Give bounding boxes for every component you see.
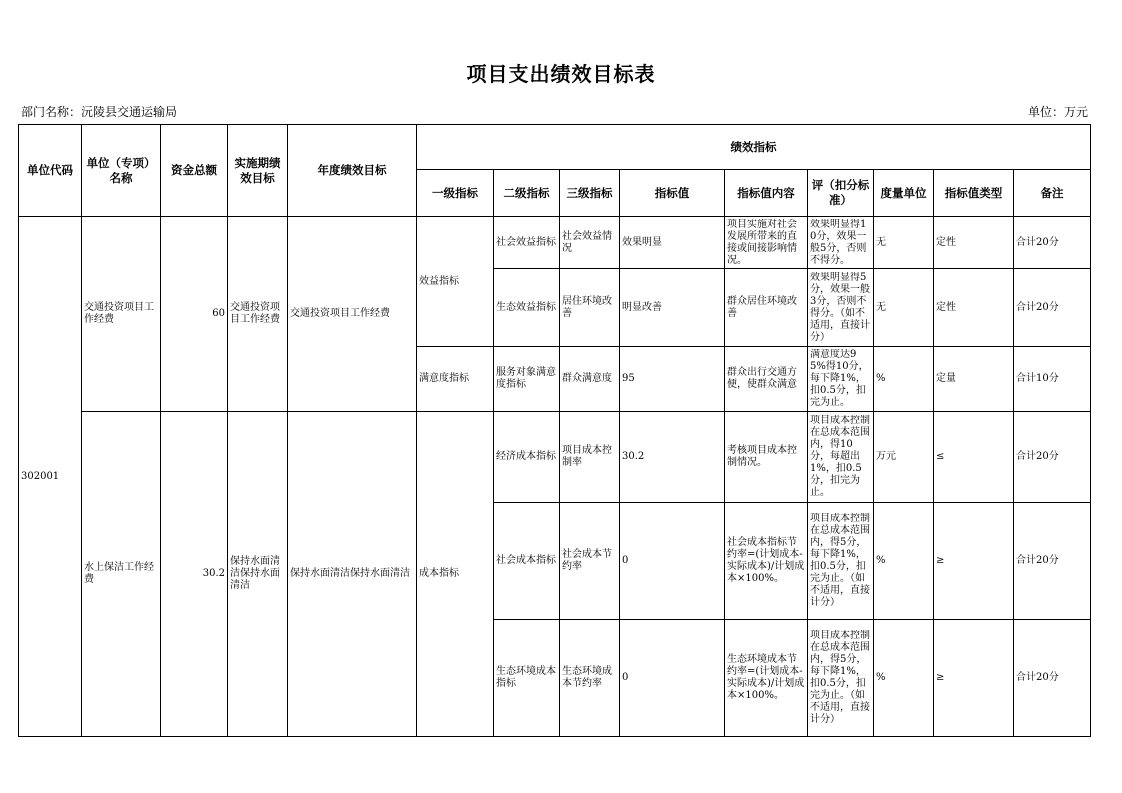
type-cell: 定性 [934, 269, 1014, 347]
level2-cell: 社会效益指标 [494, 217, 560, 269]
content-cell: 社会成本指标节约率=(计划成本-实际成本)/计划成本×100%。 [725, 503, 808, 620]
content-cell: 群众出行交通方便，使群众满意 [725, 347, 808, 412]
unit-cell: % [874, 620, 934, 737]
level1-cell: 效益指标 [417, 217, 494, 347]
content-cell: 生态环境成本节约率=(计划成本-实际成本)/计划成本×100%。 [725, 620, 808, 737]
header-funds-total: 资金总额 [161, 125, 228, 217]
department-name: 部门名称：沅陵县交通运输局 [21, 105, 178, 119]
remark-cell: 合计20分 [1014, 217, 1091, 269]
remark-cell: 合计20分 [1014, 269, 1091, 347]
remark-cell: 合计20分 [1014, 412, 1091, 503]
level3-cell: 群众满意度 [560, 347, 620, 412]
level2-cell: 服务对象满意度指标 [494, 347, 560, 412]
value-cell: 95 [620, 347, 725, 412]
performance-table [18, 124, 1091, 737]
project-annual-target: 交通投资项目工作经费 [288, 217, 417, 412]
level3-cell: 社会效益情况 [560, 217, 620, 269]
content-text: 项目实施对社会发展所带来的直接或间接影响情况。 [727, 218, 797, 266]
type-cell: 定性 [934, 217, 1014, 269]
remark-cell: 合计20分 [1014, 620, 1091, 737]
level2-cell: 社会成本指标 [494, 503, 560, 620]
unit-cell: 万元 [874, 412, 934, 503]
score-text: 效果明显得10分，效果一般5分，否则不得分。 [810, 218, 867, 266]
header-value-content: 指标值内容 [725, 170, 808, 217]
score-cell [808, 217, 874, 269]
score-cell [808, 503, 874, 620]
level3-cell: 生态环境成本节约率 [560, 620, 620, 737]
header-unit-code: 单位代码 [19, 125, 82, 217]
unit-code-cell: 302001 [19, 217, 82, 737]
remark-cell: 合计20分 [1014, 503, 1091, 620]
header-measure-unit: 度量单位 [874, 170, 934, 217]
score-text: 项目成本控制在总成本范围内，得5分，每下降1%，扣0.5分，扣完为止。（如不适用，直接计分） [810, 630, 870, 725]
value-cell: 30.2 [620, 412, 725, 503]
page-title: 项目支出绩效目标表 [466, 62, 656, 86]
project-name: 水上保洁工作经费 [82, 412, 161, 737]
value-cell: 明显改善 [620, 269, 725, 347]
type-cell: ≤ [934, 412, 1014, 503]
header-perf-indicator: 绩效指标 [417, 125, 1091, 170]
level3-cell: 社会成本节约率 [560, 503, 620, 620]
content-cell [725, 217, 808, 269]
header-annual-target: 年度绩效目标 [288, 125, 417, 217]
level1-cell: 满意度指标 [417, 347, 494, 412]
project-name: 交通投资项目工作经费 [82, 217, 161, 412]
project-impl-target: 交通投资项目工作经费 [228, 217, 288, 412]
header-score: 评（扣分标准） [808, 170, 874, 217]
type-cell: 定量 [934, 347, 1014, 412]
header-level2: 二级指标 [494, 170, 560, 217]
level2-cell: 生态环境成本指标 [494, 620, 560, 737]
score-cell [808, 620, 874, 737]
unit-cell: % [874, 503, 934, 620]
header-impl-target: 实施期绩效目标 [228, 125, 288, 217]
header-value: 指标值 [620, 170, 725, 217]
unit-cell: 无 [874, 217, 934, 269]
score-cell [808, 412, 874, 503]
type-cell: ≥ [934, 503, 1014, 620]
project-annual-target: 保持水面清洁保持水面清洁 [288, 412, 417, 737]
value-cell: 效果明显 [620, 217, 725, 269]
unit-cell: % [874, 347, 934, 412]
score-cell [808, 269, 874, 347]
level2-cell: 经济成本指标 [494, 412, 560, 503]
score-text: 项目成本控制在总成本范围内，得5分，每下降1%，扣0.5分，扣完为止。（如不适用，直接计分） [810, 513, 870, 608]
level2-cell: 生态效益指标 [494, 269, 560, 347]
type-cell: ≥ [934, 620, 1014, 737]
header-level1: 一级指标 [417, 170, 494, 217]
score-cell [808, 347, 874, 412]
level1-cell: 成本指标 [417, 412, 494, 737]
level3-cell: 居住环境改善 [560, 269, 620, 347]
score-text: 满意度达95%得10分，每下降1%，扣0.5分，扣完为止。 [810, 349, 869, 408]
project-amount: 60 [161, 217, 228, 412]
project-impl-target: 保持水面清洁保持水面清洁 [228, 412, 288, 737]
remark-cell: 合计10分 [1014, 347, 1091, 412]
header-level3: 三级指标 [560, 170, 620, 217]
header-value-type: 指标值类型 [934, 170, 1014, 217]
content-cell: 考核项目成本控制情况。 [725, 412, 808, 503]
score-text: 效果明显得5分，效果一般3分，否则不得分。（如不适用，直接计分） [810, 271, 870, 343]
project-amount: 30.2 [161, 412, 228, 737]
header-remark: 备注 [1014, 170, 1091, 217]
header-unit-name: 单位（专项）名称 [82, 125, 161, 217]
value-cell: 0 [620, 503, 725, 620]
unit-cell: 无 [874, 269, 934, 347]
value-cell: 0 [620, 620, 725, 737]
level3-cell: 项目成本控制率 [560, 412, 620, 503]
score-text: 项目成本控制在总成本范围内，得10分，每超出1%，扣0.5分，扣完为止。 [810, 415, 870, 498]
currency-unit: 单位：万元 [1027, 105, 1088, 119]
content-cell: 群众居住环境改善 [725, 269, 808, 347]
